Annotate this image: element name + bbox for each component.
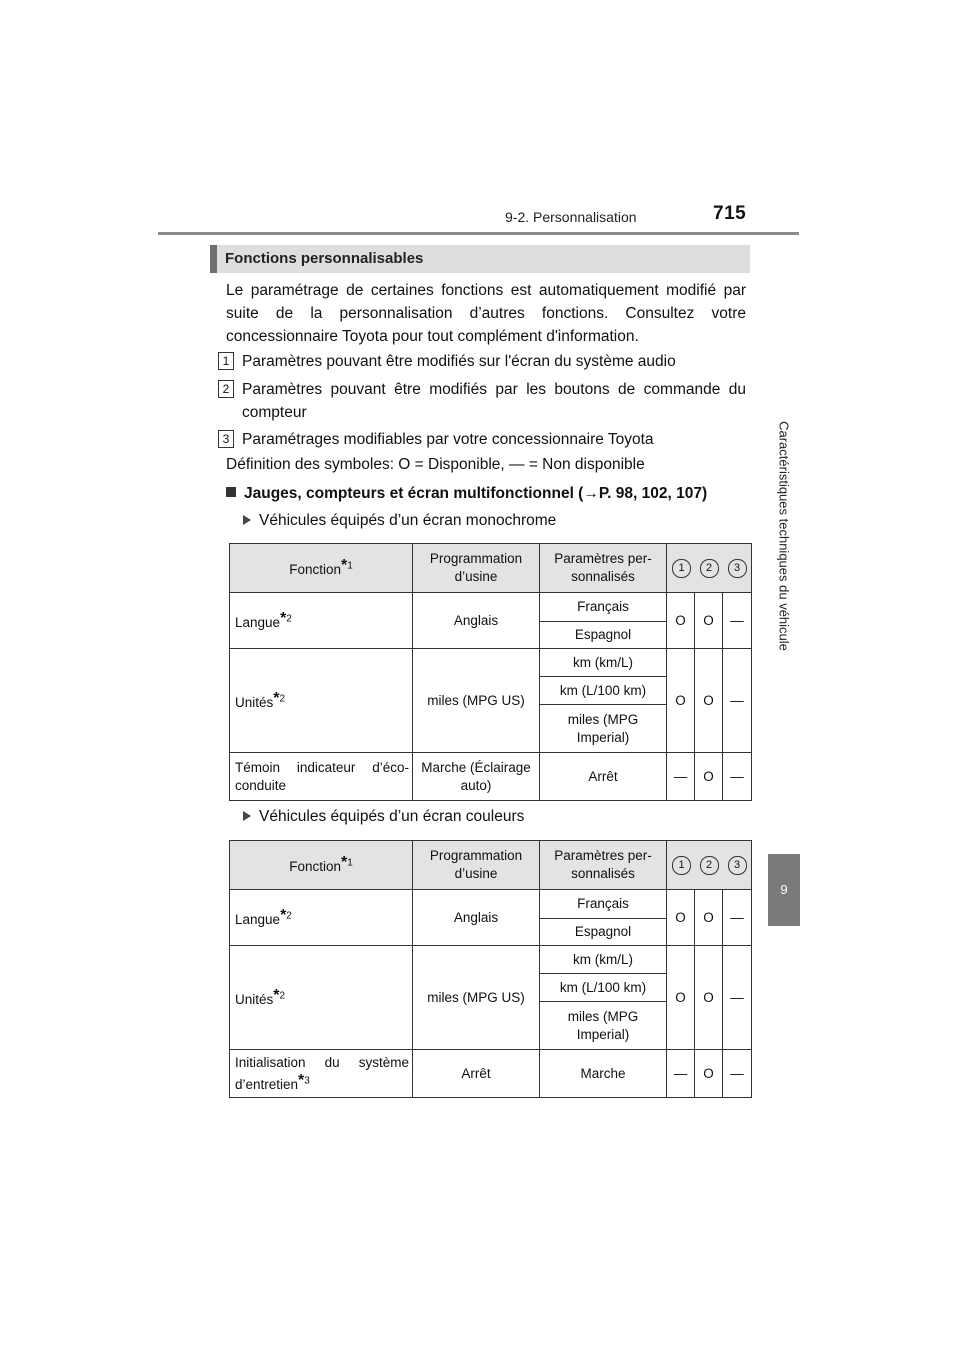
table-row — [230, 649, 752, 677]
availability-2: O — [695, 1050, 723, 1098]
section-heading-bar — [210, 245, 217, 273]
custom-value: Français — [540, 890, 667, 919]
table-monochrome — [229, 543, 752, 801]
availability-3: — — [723, 890, 752, 946]
custom-value: Espagnol — [540, 919, 667, 946]
factory-value: Arrêt — [413, 1050, 540, 1098]
row-label: Langue*$^2$ — [230, 593, 413, 649]
section-heading — [210, 245, 750, 273]
row-label: Unités*$^2$ — [230, 946, 413, 1050]
custom-value: km (L/100 km) — [540, 974, 667, 1002]
availability-1: O — [667, 649, 695, 753]
legend-number-box: 1 — [218, 352, 234, 370]
availability-3: — — [723, 593, 752, 649]
chapter-number-box: 9 — [768, 854, 800, 926]
header-custom: Paramètres per-sonnalisés — [540, 841, 667, 890]
availability-3: — — [723, 1050, 752, 1098]
header-fonction: Fonction*$^1$ — [230, 841, 413, 890]
custom-value: miles (MPG Imperial) — [540, 705, 667, 753]
subheading — [226, 485, 707, 503]
legend-item — [218, 428, 746, 451]
availability-2: O — [695, 649, 723, 753]
row-label: Initialisation du système d’entretien*$^3$ — [230, 1050, 413, 1098]
legend-number-box: 2 — [218, 380, 234, 398]
table-row — [230, 1050, 752, 1098]
availability-1: O — [667, 890, 695, 946]
legend-item — [218, 378, 746, 424]
number-circle-icon: 2 — [700, 559, 719, 578]
row-label: Langue*$^2$ — [230, 890, 413, 946]
chapter-side-tab — [768, 236, 800, 836]
header-factory: Programmation d’usine — [413, 544, 540, 593]
availability-3: — — [723, 753, 752, 801]
legend-text: Paramètres pouvant être modifiés sur l'écran du système audio — [242, 353, 676, 370]
legend-number-box: 3 — [218, 430, 234, 448]
factory-value: Marche (Éclairage auto) — [413, 753, 540, 801]
table2-caption-text: Véhicules équipés d’un écran couleurs — [259, 808, 525, 825]
custom-value: miles (MPG Imperial) — [540, 1002, 667, 1050]
number-circle-icon: 3 — [728, 559, 747, 578]
legend-text: Paramétrages modifiables par votre concessionnaire Toyota — [242, 431, 654, 448]
header-col1 — [667, 544, 695, 593]
table-row — [230, 890, 752, 919]
custom-value: Marche — [540, 1050, 667, 1098]
table-header-row — [230, 544, 752, 593]
header-col2 — [695, 544, 723, 593]
legend-text: Paramètres pouvant être modifiés par les boutons de commande du compteur — [242, 381, 746, 421]
section-heading-text: Fonctions personnalisables — [225, 250, 424, 267]
row-label: Témoin indicateur d’éco-conduite — [230, 753, 413, 801]
header-col1 — [667, 841, 695, 890]
header-col3 — [723, 544, 752, 593]
table-color — [229, 840, 752, 1098]
header-factory: Programmation d’usine — [413, 841, 540, 890]
availability-2: O — [695, 753, 723, 801]
number-circle-icon: 3 — [728, 856, 747, 875]
availability-1: O — [667, 593, 695, 649]
custom-value: Espagnol — [540, 622, 667, 649]
availability-3: — — [723, 946, 752, 1050]
availability-1: — — [667, 753, 695, 801]
factory-value: Anglais — [413, 890, 540, 946]
header-custom: Paramètres per-sonnalisés — [540, 544, 667, 593]
intro-paragraph: Le paramétrage de certaines fonctions est automatiquement modifié par suite de la personnalisation d’autres fonctions. Consultez votre concessionnaire Toyota pour tout complément d'information. — [226, 282, 746, 345]
factory-value: Anglais — [413, 593, 540, 649]
page-number: 715 — [713, 203, 747, 224]
table1-caption — [243, 512, 556, 530]
table-row — [230, 946, 752, 974]
chapter-title: Caractéristiques techniques du véhicule — [776, 421, 792, 651]
header-col3 — [723, 841, 752, 890]
table-header-row — [230, 841, 752, 890]
availability-1: — — [667, 1050, 695, 1098]
custom-value: Arrêt — [540, 753, 667, 801]
custom-value: Français — [540, 593, 667, 622]
row-label: Unités*$^2$ — [230, 649, 413, 753]
availability-1: O — [667, 946, 695, 1050]
custom-value: km (L/100 km) — [540, 677, 667, 705]
subheading-text: Jauges, compteurs et écran multifonctionnel (→P. 98, 102, 107) — [244, 485, 708, 502]
table-row — [230, 753, 752, 801]
table2-caption — [243, 808, 524, 826]
triangle-bullet-icon — [243, 515, 251, 525]
header-col2 — [695, 841, 723, 890]
header-rule — [158, 232, 799, 235]
factory-value: miles (MPG US) — [413, 946, 540, 1050]
availability-2: O — [695, 946, 723, 1050]
section-breadcrumb: 9-2. Personnalisation — [505, 209, 637, 225]
table1-caption-text: Véhicules équipés d’un écran monochrome — [259, 512, 557, 529]
factory-value: miles (MPG US) — [413, 649, 540, 753]
custom-value: km (km/L) — [540, 649, 667, 677]
table-row — [230, 593, 752, 622]
number-circle-icon: 2 — [700, 856, 719, 875]
availability-3: — — [723, 649, 752, 753]
number-circle-icon: 1 — [672, 559, 691, 578]
number-circle-icon: 1 — [672, 856, 691, 875]
availability-2: O — [695, 890, 723, 946]
legend-item — [218, 350, 746, 373]
availability-2: O — [695, 593, 723, 649]
square-bullet-icon — [226, 487, 236, 497]
symbols-definition: Définition des symboles: O = Disponible, — = Non disponible — [226, 456, 645, 473]
custom-value: km (km/L) — [540, 946, 667, 974]
triangle-bullet-icon — [243, 811, 251, 821]
header-fonction: Fonction*$^1$ — [230, 544, 413, 593]
